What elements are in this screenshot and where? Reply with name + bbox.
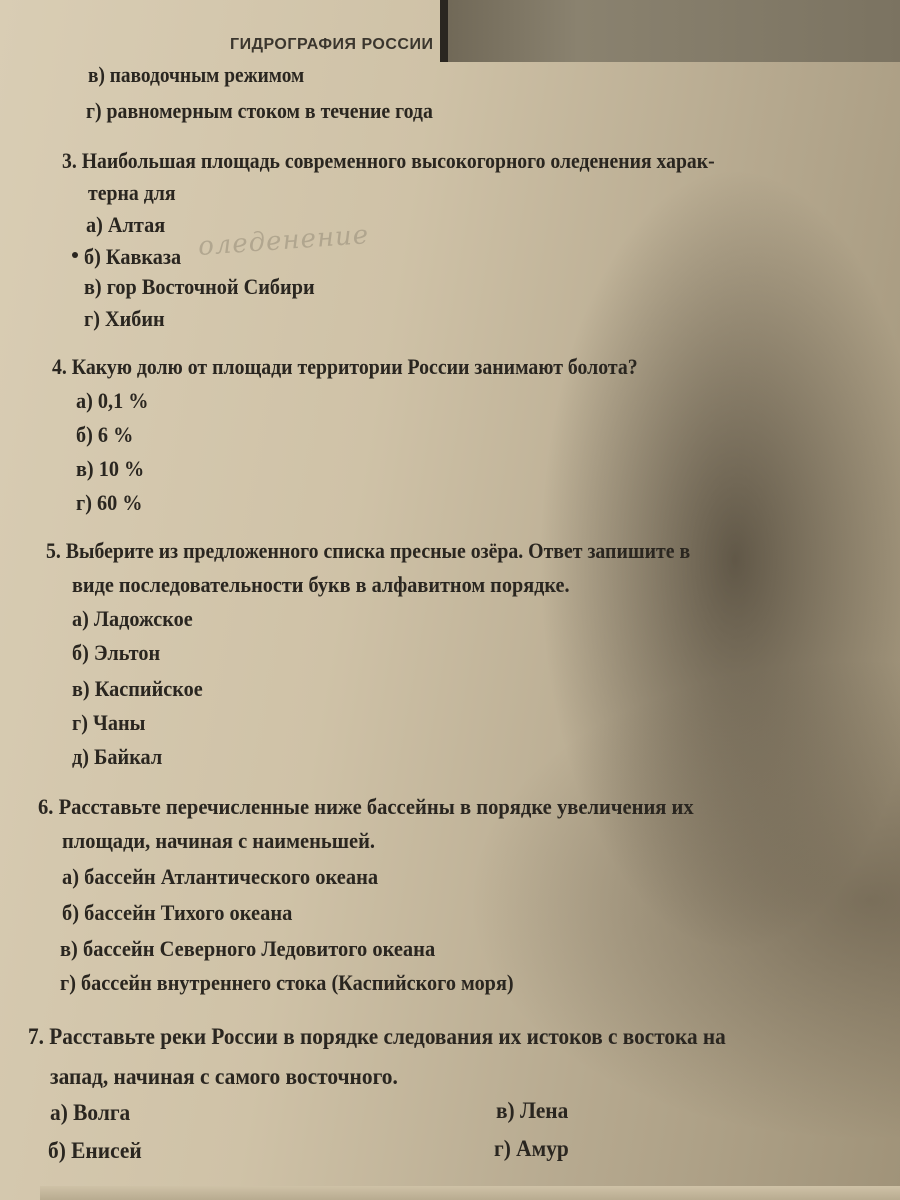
answer-option: в) Каспийское <box>72 676 203 701</box>
answer-option: в) паводочным режимом <box>88 62 305 87</box>
answer-option: а) Волга <box>50 1100 131 1125</box>
question-5-text-cont: виде последовательности букв в алфавитном порядке. <box>72 572 570 597</box>
answer-option: г) Хибин <box>84 306 165 331</box>
answer-option: а) Алтая <box>86 212 166 237</box>
answer-option: а) 0,1 % <box>76 388 149 413</box>
answer-option: в) Лена <box>496 1098 569 1123</box>
answer-option: в) гор Восточной Сибири <box>84 274 315 299</box>
question-6-text: 6. Расставьте перечисленные ниже бассейны в порядке увеличения их <box>38 794 694 819</box>
answer-option: в) бассейн Северного Ледовитого океана <box>60 936 436 961</box>
answer-option: б) Эльтон <box>72 640 161 665</box>
answer-option: д) Байкал <box>72 744 163 769</box>
question-7-text: 7. Расставьте реки России в порядке следования их истоков с востока на <box>28 1024 726 1049</box>
answer-option: г) бассейн внутреннего стока (Каспийского моря) <box>60 970 514 995</box>
question-4-text: 4. Какую долю от площади территории России занимают болота? <box>52 354 638 379</box>
answer-option: в) 10 % <box>76 456 145 481</box>
answer-option: а) бассейн Атлантического океана <box>62 864 379 889</box>
pen-mark <box>72 252 78 258</box>
handwritten-note: оледенение <box>197 220 371 262</box>
page-edge <box>440 0 448 62</box>
question-5-text: 5. Выберите из предложенного списка пресные озёра. Ответ запишите в <box>46 538 691 563</box>
answer-option: г) Амур <box>494 1136 569 1161</box>
question-7-text-cont: запад, начиная с самого восточного. <box>50 1064 398 1089</box>
answer-option: г) равномерным стоком в течение года <box>86 98 433 123</box>
answer-option: б) Енисей <box>48 1138 142 1163</box>
cut-off-next-line <box>40 1186 900 1200</box>
answer-option: б) бассейн Тихого океана <box>62 900 293 925</box>
answer-option: г) Чаны <box>72 710 146 735</box>
question-3-text: 3. Наибольшая площадь современного высокогорного оледенения харак- <box>62 148 715 173</box>
running-header: ГИДРОГРАФИЯ РОССИИ <box>230 36 434 53</box>
answer-option: г) 60 % <box>76 490 143 515</box>
answer-option: б) 6 % <box>76 422 134 447</box>
answer-option: б) Кавказа <box>84 244 182 269</box>
background-page <box>440 0 900 62</box>
question-3-text-cont: терна для <box>88 180 176 205</box>
question-6-text-cont: площади, начиная с наименьшей. <box>62 828 375 853</box>
answer-option: а) Ладожское <box>72 606 193 631</box>
